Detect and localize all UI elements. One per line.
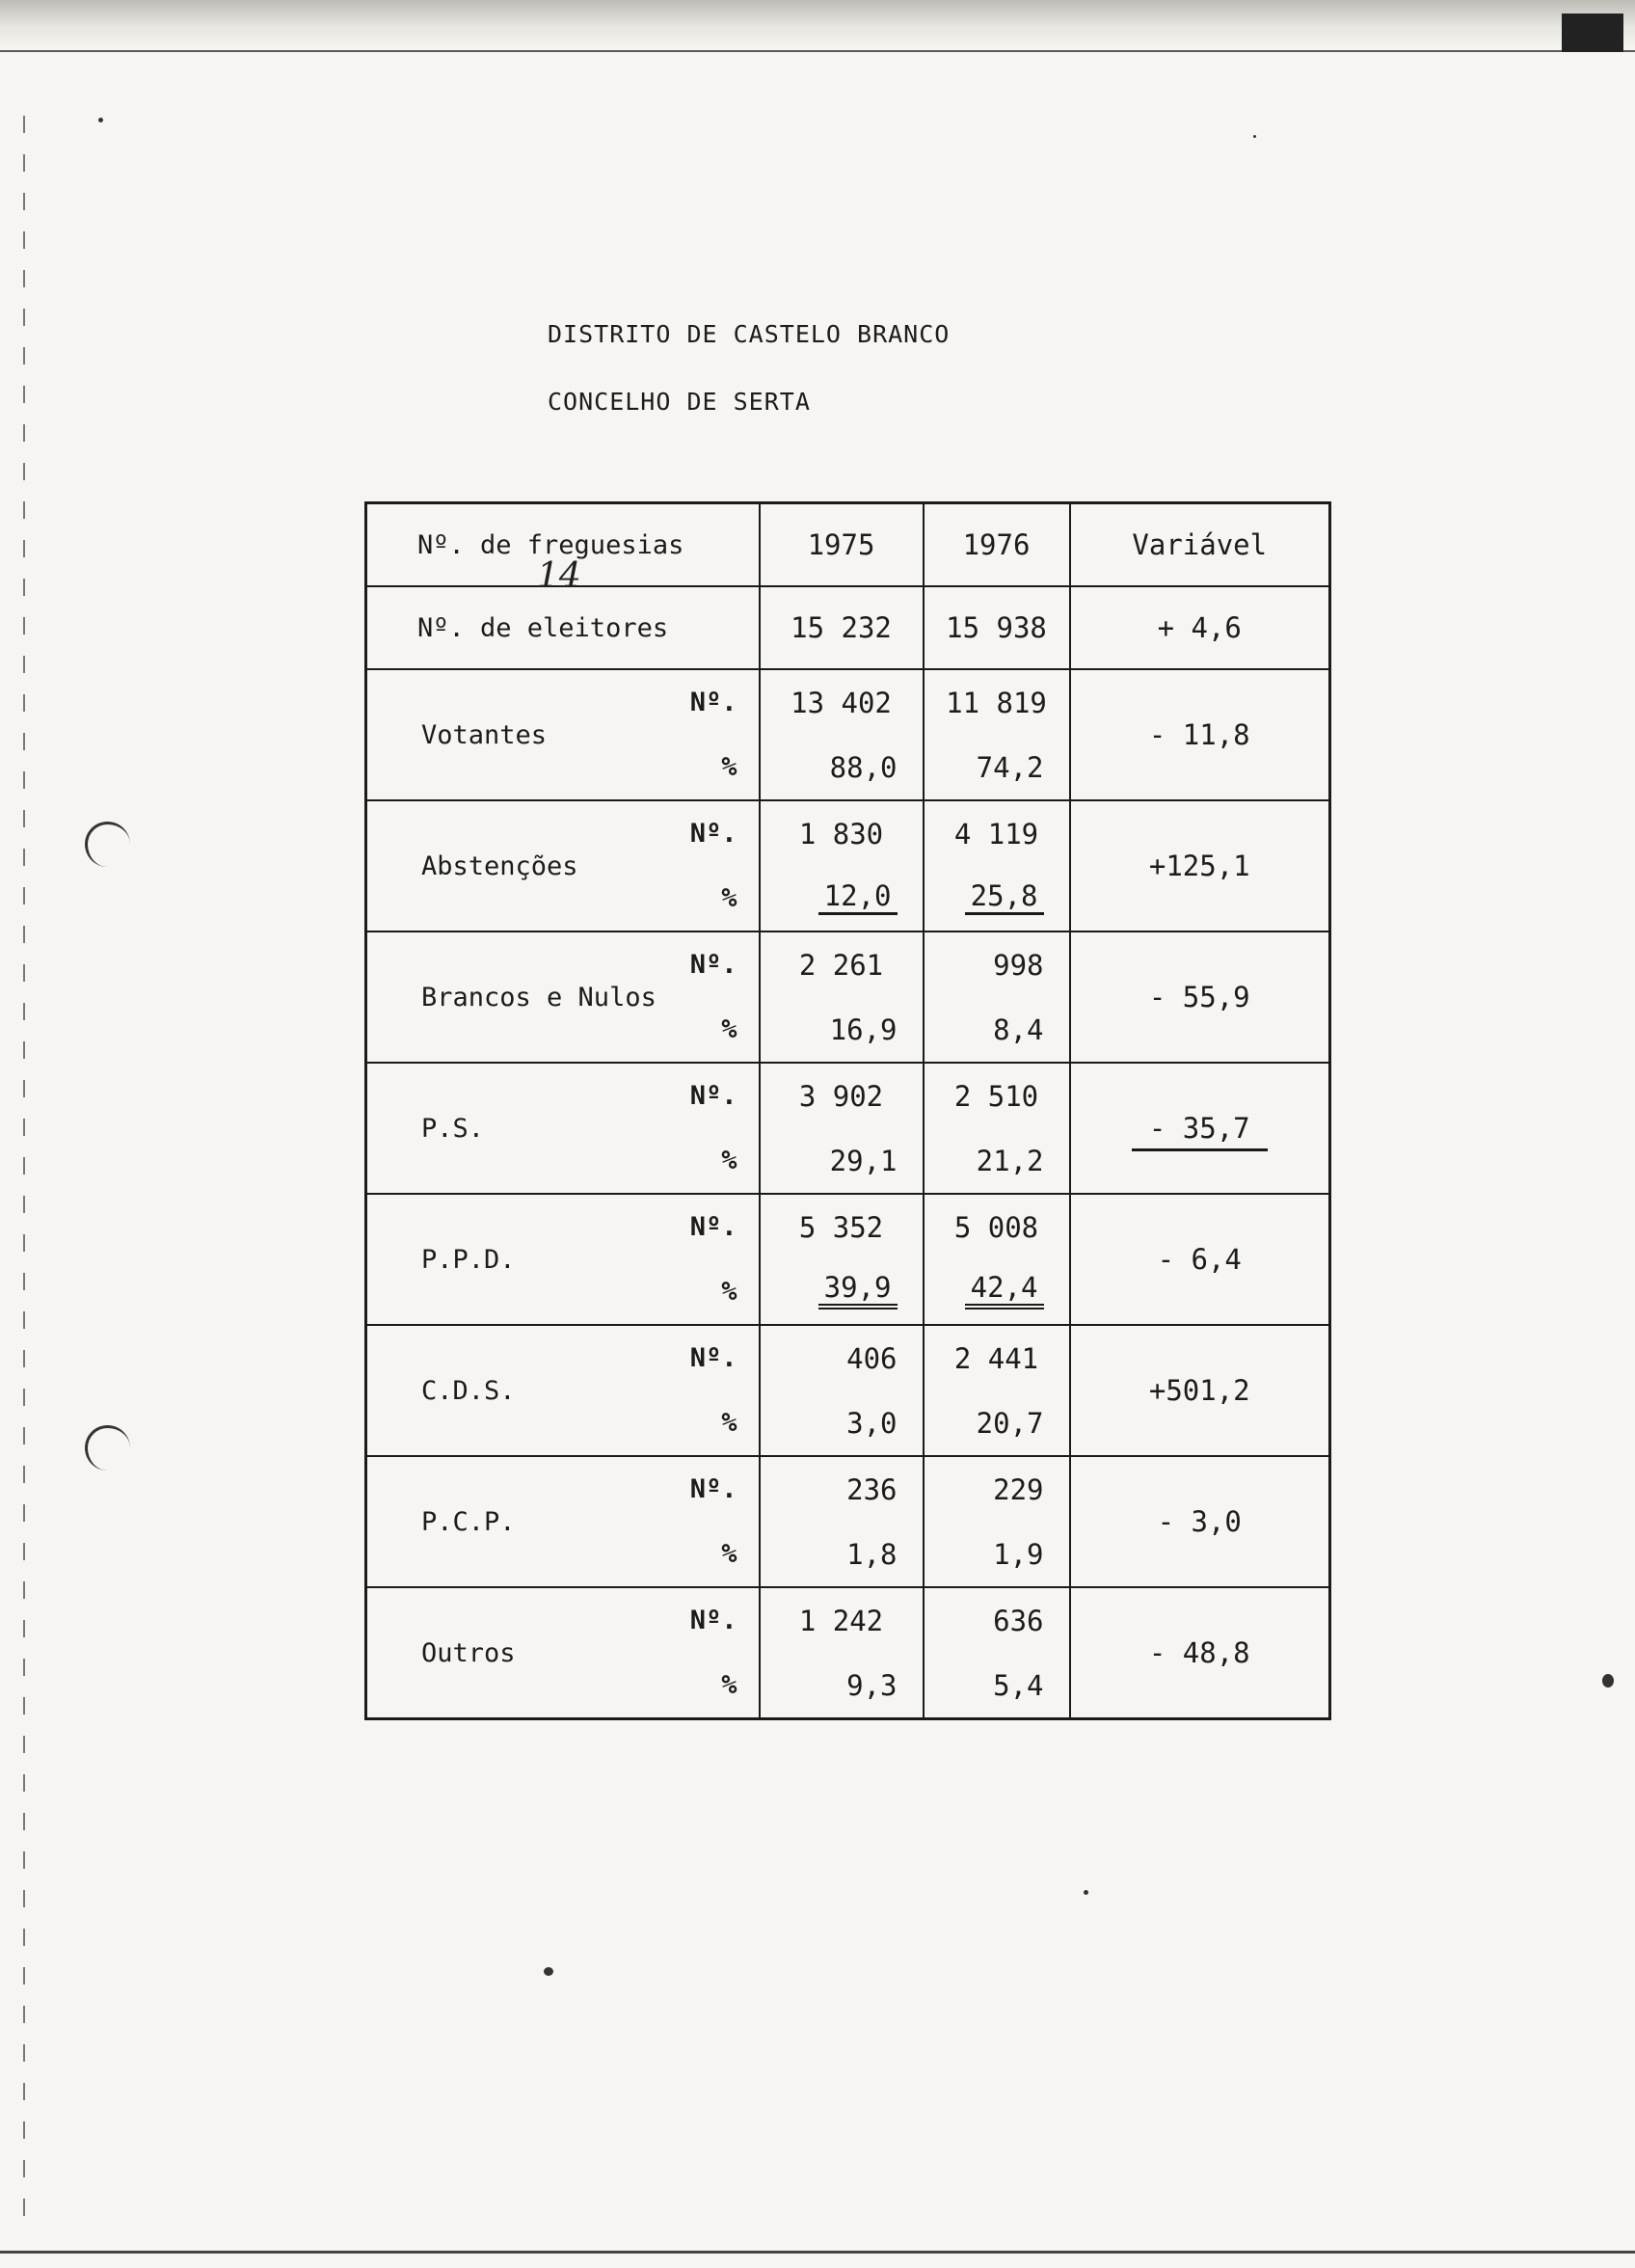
row-label: P.S.	[421, 1113, 485, 1144]
table-row	[366, 1587, 1330, 1719]
percent-unit: %	[721, 1277, 737, 1307]
values-1975-cell	[760, 800, 924, 932]
pct-1976: 20,7	[976, 1406, 1044, 1440]
pct-1975: 88,0	[829, 750, 898, 784]
row-label-cell	[366, 1325, 760, 1456]
pct-1976: 5,4	[993, 1668, 1044, 1702]
header-label-cell	[366, 503, 760, 596]
count-1976: 5 008	[953, 1210, 1039, 1244]
pct-1975: 39,9	[818, 1274, 898, 1310]
values-1976-cell	[924, 1325, 1070, 1456]
count-unit: Nº.	[689, 1474, 737, 1504]
parishes-label: Nº. de freguesias	[417, 529, 684, 560]
variation-header: Variável	[1070, 503, 1330, 587]
count-unit: Nº.	[689, 1212, 737, 1242]
row-label-cell	[366, 1063, 760, 1194]
count-unit: Nº.	[689, 1343, 737, 1373]
pct-1976-cell	[925, 866, 1069, 931]
count-1975: 1 242	[798, 1604, 884, 1637]
pct-1975-cell	[761, 1259, 923, 1324]
percent-unit: %	[721, 1014, 737, 1044]
row-label-cell	[366, 932, 760, 1063]
pct-1975: 16,9	[829, 1012, 898, 1046]
variation-value: +501,2	[1070, 1325, 1330, 1456]
variation-value: - 6,4	[1070, 1194, 1330, 1325]
count-unit: Nº.	[689, 819, 737, 849]
electors-row	[366, 586, 1330, 669]
pct-1975: 12,0	[818, 882, 898, 915]
count-1976: 11 819	[946, 686, 1047, 719]
electors-1975: 15 232	[760, 586, 924, 669]
scan-speck	[98, 118, 103, 122]
count-1975: 13 402	[791, 686, 892, 719]
pct-1976: 42,4	[965, 1274, 1044, 1310]
count-1975: 2 261	[798, 948, 884, 982]
percent-unit: %	[721, 1670, 737, 1700]
electors-variation: + 4,6	[1070, 586, 1330, 669]
row-label: Brancos e Nulos	[421, 982, 657, 1012]
pct-1976: 74,2	[976, 750, 1044, 784]
row-label: P.C.P.	[421, 1506, 516, 1537]
percent-unit: %	[721, 752, 737, 782]
table-row	[366, 1063, 1330, 1194]
row-label: Outros	[421, 1637, 516, 1668]
values-1976-cell	[924, 1194, 1070, 1325]
percent-unit: %	[721, 1146, 737, 1175]
variation-value: +125,1	[1070, 800, 1330, 932]
district-heading: DISTRITO DE CASTELO BRANCO	[548, 320, 951, 348]
electors-label: Nº. de eleitores	[366, 586, 760, 669]
count-1976: 636	[993, 1604, 1044, 1637]
count-1975: 236	[846, 1472, 898, 1506]
row-label-cell	[366, 1456, 760, 1587]
electors-1976: 15 938	[924, 586, 1070, 669]
pct-1975: 9,3	[846, 1668, 898, 1702]
values-1975-cell	[760, 932, 924, 1063]
values-1976-cell	[924, 1063, 1070, 1194]
variation-value: - 48,8	[1070, 1587, 1330, 1719]
values-1976-cell	[924, 1587, 1070, 1719]
values-1975-cell	[760, 1456, 924, 1587]
council-heading: CONCELHO DE SERTA	[548, 388, 811, 416]
year-1975-header: 1975	[760, 503, 924, 587]
pct-1975-cell	[761, 866, 923, 931]
variation-value: - 11,8	[1070, 669, 1330, 800]
values-1975-cell	[760, 669, 924, 800]
count-unit: Nº.	[689, 1606, 737, 1635]
values-1976-cell	[924, 1456, 1070, 1587]
count-1976: 229	[993, 1472, 1044, 1506]
table-row	[366, 1194, 1330, 1325]
header-row	[366, 503, 1330, 587]
pct-1976: 8,4	[993, 1012, 1044, 1046]
handwritten-parish-count: 14	[537, 556, 581, 596]
values-1975-cell	[760, 1587, 924, 1719]
row-label: P.P.D.	[421, 1244, 516, 1275]
count-unit: Nº.	[689, 950, 737, 980]
pct-1975: 29,1	[829, 1144, 898, 1177]
pct-1976-cell	[925, 1259, 1069, 1324]
pct-1976: 1,9	[993, 1537, 1044, 1571]
row-label: Votantes	[421, 719, 548, 750]
values-1976-cell	[924, 932, 1070, 1063]
row-label-cell	[366, 800, 760, 932]
table-row	[366, 669, 1330, 800]
values-1975-cell	[760, 1194, 924, 1325]
table-row	[366, 800, 1330, 932]
table-row	[366, 1456, 1330, 1587]
values-1976-cell	[924, 800, 1070, 932]
pct-1976: 21,2	[976, 1144, 1044, 1177]
scan-speck	[1602, 1674, 1614, 1688]
count-1976: 2 441	[953, 1341, 1039, 1375]
row-label: C.D.S.	[421, 1375, 516, 1406]
row-label-cell	[366, 1587, 760, 1719]
percent-unit: %	[721, 883, 737, 913]
count-1975: 406	[846, 1341, 898, 1375]
row-label-cell	[366, 669, 760, 800]
count-1975: 3 902	[798, 1079, 884, 1113]
percent-unit: %	[721, 1539, 737, 1569]
row-label: Abstenções	[421, 850, 578, 881]
scan-speck	[1084, 1890, 1088, 1895]
punch-hole-mark	[85, 1425, 130, 1471]
count-1976: 2 510	[953, 1079, 1039, 1113]
count-1975: 5 352	[798, 1210, 884, 1244]
pct-1975: 3,0	[846, 1406, 898, 1440]
table-row	[366, 932, 1330, 1063]
count-unit: Nº.	[689, 1081, 737, 1111]
pct-1975: 1,8	[846, 1537, 898, 1571]
count-1975: 1 830	[798, 817, 884, 850]
variation-value: - 55,9	[1070, 932, 1330, 1063]
year-1976-header: 1976	[924, 503, 1070, 587]
values-1975-cell	[760, 1325, 924, 1456]
table-row	[366, 1325, 1330, 1456]
variation-value: - 3,0	[1070, 1456, 1330, 1587]
punch-hole-mark	[85, 822, 130, 867]
scan-left-edge	[23, 116, 25, 2237]
scan-bottom-edge	[0, 2251, 1635, 2254]
values-1976-cell	[924, 669, 1070, 800]
election-results-table	[364, 501, 1331, 1720]
scan-speck	[544, 1967, 553, 1976]
pct-1976: 25,8	[965, 882, 1044, 915]
scan-corner-mark	[1562, 14, 1623, 52]
variation-cell	[1070, 1063, 1330, 1194]
scan-speck	[1253, 135, 1256, 138]
count-1976: 4 119	[953, 817, 1039, 850]
percent-unit: %	[721, 1408, 737, 1438]
variation-value: - 35,7	[1132, 1112, 1268, 1151]
count-1976: 998	[993, 948, 1044, 982]
count-unit: Nº.	[689, 688, 737, 717]
scan-top-edge	[0, 0, 1635, 52]
values-1975-cell	[760, 1063, 924, 1194]
row-label-cell	[366, 1194, 760, 1325]
